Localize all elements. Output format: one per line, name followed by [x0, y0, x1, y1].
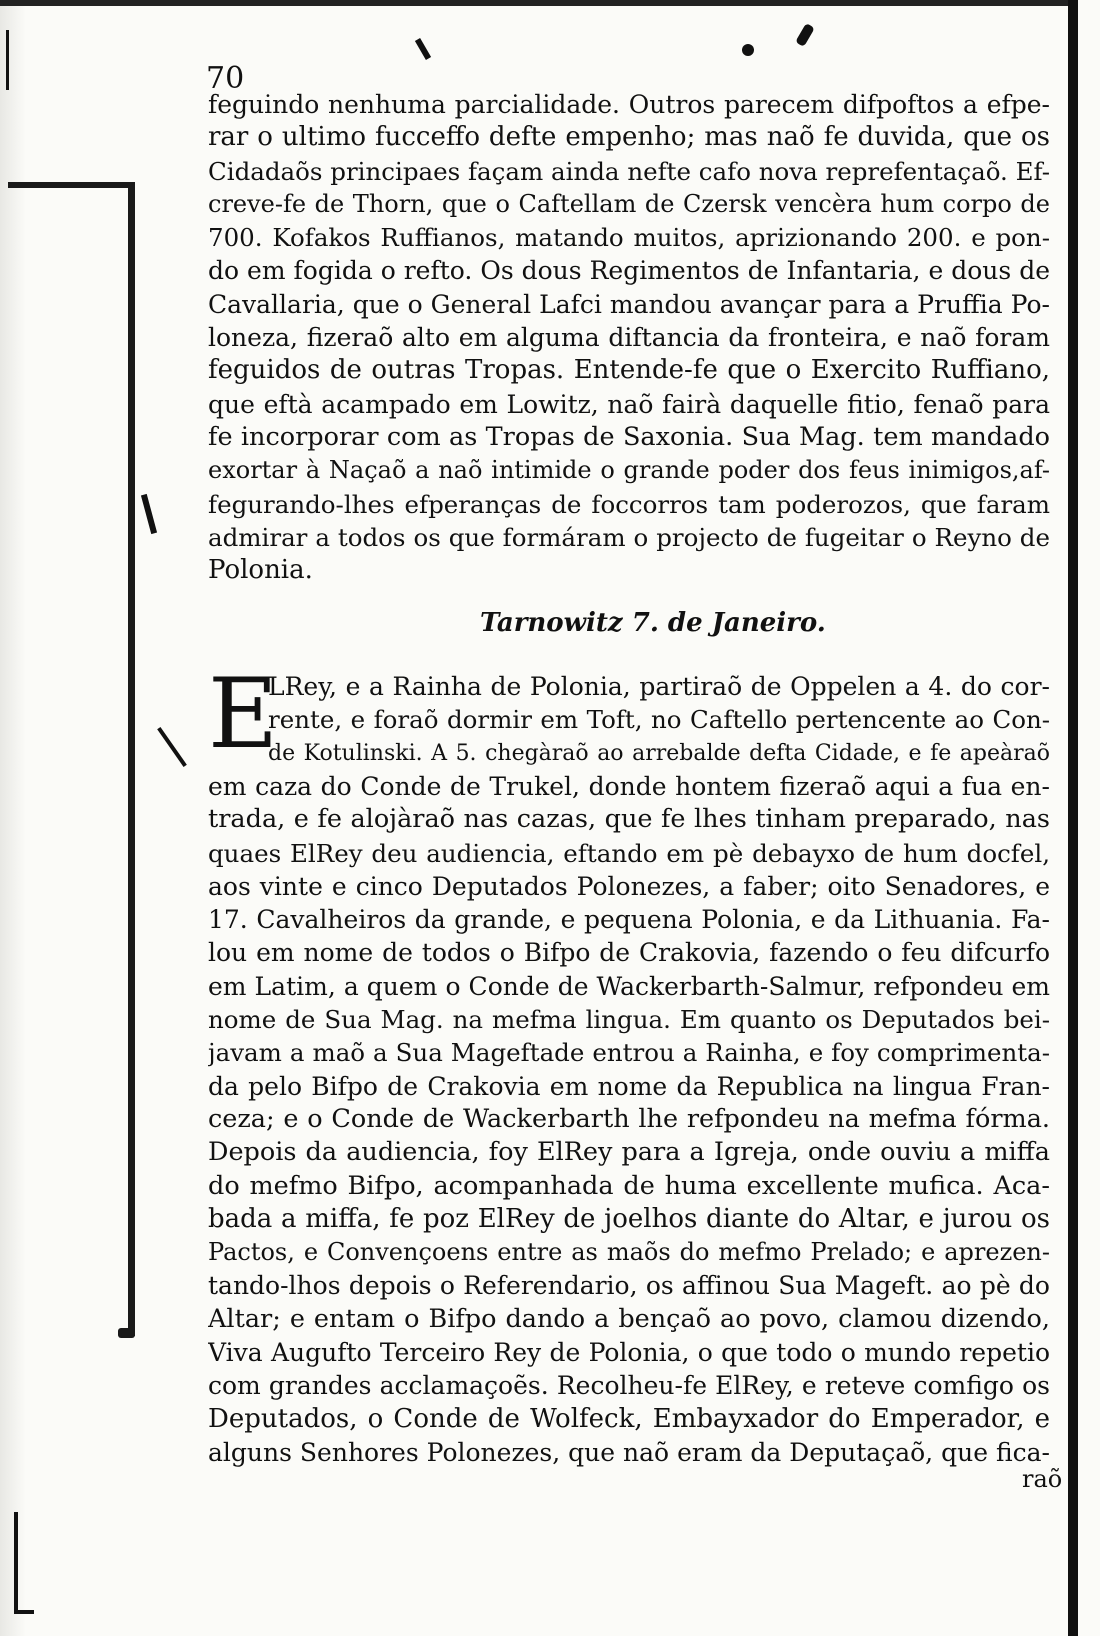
text-line: lou em nome de todos o Bifpo de Crakovia, fazendo o feu difcurfo	[208, 938, 1050, 968]
page-right-edge	[1068, 0, 1078, 1636]
ink-speck	[742, 44, 754, 56]
page-number: 70	[206, 61, 245, 96]
text-line: exortar à Naçaõ a naõ intimide o grande poder dos feus inimigos,af-	[208, 456, 1050, 485]
text-line: Viva Augufto Terceiro Rey de Polonia, o que todo o mundo repetio	[208, 1338, 1050, 1368]
margin-bracket-foot	[118, 1328, 135, 1338]
text-line: 17. Cavalheiros da grande, e pequena Polonia, e da Lithuania. Fa-	[208, 905, 1050, 935]
text-line: rar o ultimo fucceffo defte empenho; mas naõ fe duvida, que os	[208, 122, 1050, 153]
text-line: trada, e fe alojàraõ nas cazas, que fe lhes tinham preparado, nas	[208, 804, 1050, 835]
page-gutter-shadow	[0, 0, 26, 1636]
text-line: Pactos, e Convençoens entre as maõs do mefmo Prelado; e aprezen-	[208, 1238, 1050, 1267]
text-line: que eftà acampado em Lowitz, naõ fairà daquelle fitio, fenaõ para	[208, 389, 1050, 419]
catchword: raõ	[1022, 1465, 1063, 1493]
page-top-edge	[0, 0, 1078, 6]
text-line: Polonia.	[208, 555, 313, 586]
text-line: Cidadaõs principaes façam ainda nefte cafo nova reprefentaçaõ. Ef-	[208, 156, 1050, 186]
text-line: em caza do Conde de Trukel, donde hontem fizeraõ aqui a fua en-	[208, 772, 1050, 801]
text-line: Altar; e entam o Bifpo dando a bençaõ ao povo, clamou dizendo,	[208, 1303, 1050, 1334]
text-line: feguindo nenhuma parcialidade. Outros parecem difpoftos a efpe-	[208, 90, 1050, 119]
text-line: bada a miffa, fe poz ElRey de joelhos diante do Altar, e jurou os	[208, 1203, 1050, 1234]
paragraph-1	[208, 88, 1050, 587]
text-line: Deputados, o Conde de Wolfeck, Embayxador do Emperador, e	[208, 1403, 1050, 1434]
text-line: LRey, e a Rainha de Polonia, partiraõ de Oppelen a 4. do cor-	[268, 672, 1050, 701]
text-line: admirar a todos os que formáram o projecto de fugeitar o Reyno de	[208, 522, 1050, 552]
text-line: aos vinte e cinco Deputados Polonezes, a faber; oito Senadores, e	[208, 871, 1050, 901]
text-line: da pelo Bifpo de Crakovia em nome da Republica na lingua Fran-	[208, 1071, 1050, 1101]
text-line: com grandes acclamaçoẽs. Recolheu-fe ElRey, e reteve comfigo os	[208, 1371, 1050, 1401]
text-line: javam a maõ a Sua Mageftade entrou a Rainha, e foy comprimenta-	[208, 1038, 1050, 1068]
text-line: tando-lhos depois o Referendario, os affinou Sua Mageft. ao pè do	[208, 1271, 1050, 1301]
ink-speck	[157, 727, 187, 767]
text-line: do em fogida o refto. Os dous Regimentos de Infantaria, e dous de	[208, 256, 1050, 286]
text-line: fe incorporar com as Tropas de Saxonia. Sua Mag. tem mandado	[208, 421, 1050, 452]
text-line: em Latim, a quem o Conde de Wackerbarth-Salmur, refpondeu em	[208, 971, 1050, 1001]
paragraph-2-opening	[268, 670, 1050, 770]
text-line: quaes ElRey deu audiencia, eftando em pè debayxo de hum docfel,	[208, 838, 1050, 868]
text-line: ceza; e o Conde de Wackerbarth lhe refpondeu na mefma fórma.	[208, 1103, 1050, 1134]
ink-speck	[14, 1610, 34, 1614]
text-line: 700. Kofakos Ruffianos, matando muitos, aprizionando 200. e pon-	[208, 223, 1050, 253]
dateline-heading: Tarnowitz 7. de Janeiro.	[480, 608, 826, 638]
ink-speck	[14, 1512, 18, 1612]
text-line: do mefmo Bifpo, acompanhada de huma excellente mufica. Aca-	[208, 1170, 1050, 1201]
text-line: fegurando-lhes efperanças de foccorros tam poderozos, que faram	[208, 489, 1050, 519]
ink-speck	[141, 494, 157, 534]
ink-speck	[795, 23, 815, 47]
text-line: creve-fe de Thorn, que o Caftellam de Czersk vencèra hum corpo de	[208, 189, 1050, 218]
text-line: feguidos de outras Tropas. Entende-fe que o Exercito Ruffiano,	[208, 355, 1050, 386]
text-line: de Kotulinski. A 5. chegàraõ ao arrebalde defta Cidade, e fe apeàraõ	[268, 740, 1050, 766]
text-line: Cavallaria, que o General Lafci mandou avançar para a Pruffia Po-	[208, 289, 1050, 319]
drop-cap: E	[208, 658, 279, 770]
text-line: nome de Sua Mag. na mefma lingua. Em quanto os Deputados bei-	[208, 1005, 1050, 1035]
ink-speck	[6, 30, 9, 90]
text-line: alguns Senhores Polonezes, que naõ eram da Deputaçaõ, que fica-	[208, 1437, 1050, 1467]
text-line: Depois da audiencia, foy ElRey para a Igreja, onde ouviu a miffa	[208, 1137, 1050, 1168]
text-line: loneza, fizeraõ alto em alguma diftancia da fronteira, e naõ foram	[208, 323, 1050, 353]
margin-bracket-top	[8, 182, 135, 188]
margin-bracket-line	[128, 186, 135, 1336]
ink-speck	[415, 38, 431, 60]
paragraph-2-body	[208, 770, 1050, 1469]
text-line: rente, e foraõ dormir em Toft, no Caftello pertencente ao Con-	[268, 705, 1050, 735]
